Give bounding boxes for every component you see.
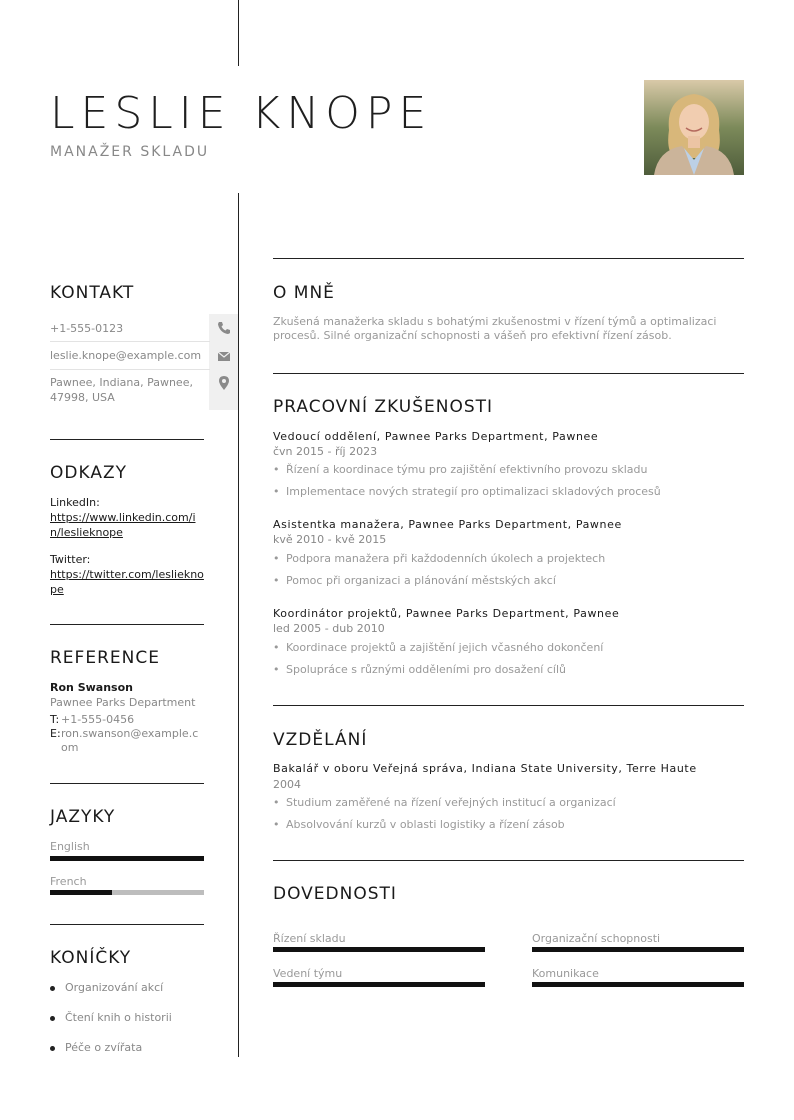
reference-name: Ron Swanson (50, 681, 133, 694)
section-divider (50, 624, 204, 625)
twitter-label: Twitter: (50, 553, 91, 566)
reference-phone-label: T: (50, 713, 60, 726)
hobby-item (50, 981, 163, 994)
education-section-title: VZDĚLÁNÍ (273, 730, 368, 750)
job-entry-title: Asistentka manažera, Pawnee Parks Department, Pawnee (273, 518, 622, 531)
language-name: French (50, 875, 87, 888)
reference-phone-row (50, 713, 206, 727)
reference-email-label: E: (50, 727, 61, 740)
column-divider-line (238, 193, 239, 1057)
education-bullet: • Absolvování kurzů v oblasti logistiky a řízení zásob (273, 818, 565, 831)
bullet-dot (50, 986, 55, 991)
linkedin-label: LinkedIn: (50, 496, 100, 509)
experience-section-title: PRACOVNÍ ZKUŠENOSTI (273, 397, 494, 417)
languages-section-title: JAZYKY (50, 807, 116, 827)
hobby-item (50, 1011, 172, 1024)
contact-section-title: KONTAKT (50, 283, 135, 303)
language-level-bar (50, 890, 204, 895)
contact-separator (50, 341, 210, 342)
section-divider (273, 258, 744, 259)
about-text: Zkušená manažerka skladu s bohatými zkušenostmi v řízení týmů a optimalizaci procesů. Silné organizační schopnosti a vášeň pro efektivní řízení zásob. (273, 315, 717, 342)
twitter-link[interactable]: https://twitter.com/leslieknope (50, 568, 204, 596)
bullet-dot (50, 1016, 55, 1021)
phone-icon (216, 320, 232, 336)
job-entry-date: kvě 2010 - kvě 2015 (273, 533, 387, 546)
section-divider (50, 783, 204, 784)
envelope-icon (216, 348, 232, 364)
reference-phone: +1-555-0456 (61, 713, 135, 726)
education-degree: Bakalář v oboru Veřejná správa, Indiana State University, Terre Haute (273, 762, 697, 775)
skill-name: Organizační schopnosti (532, 932, 661, 945)
hobby-item (50, 1041, 142, 1054)
profile-photo (644, 80, 744, 175)
job-bullet: • Koordinace projektů a zajištění jejich včasného dokončení (273, 641, 604, 654)
contact-separator (50, 369, 210, 370)
skill-level-bar (273, 982, 485, 987)
job-entry-date: čvn 2015 - říj 2023 (273, 445, 378, 458)
skill-level-bar (532, 982, 744, 987)
top-divider-line (238, 0, 239, 66)
section-divider (273, 860, 744, 861)
section-divider (50, 439, 204, 440)
links-section-title: ODKAZY (50, 463, 127, 483)
reference-company: Pawnee Parks Department (50, 696, 196, 709)
hobby-label: Organizování akcí (65, 981, 164, 994)
education-bullet: • Studium zaměřené na řízení veřejných institucí a organizací (273, 796, 616, 809)
linkedin-link[interactable]: https://www.linkedin.com/in/leslieknope (50, 511, 196, 539)
skill-level-bar (273, 947, 485, 952)
language-name: English (50, 840, 90, 853)
skill-name: Komunikace (532, 967, 599, 980)
job-bullet: • Řízení a koordinace týmu pro zajištění efektivního provozu skladu (273, 463, 648, 476)
skill-name: Vedení týmu (273, 967, 343, 980)
skill-name: Řízení skladu (273, 932, 346, 945)
candidate-job-title: MANAŽER SKLADU (50, 144, 210, 160)
section-divider (50, 924, 204, 925)
hobbies-section-title: KONÍČKY (50, 948, 132, 968)
job-bullet: • Pomoc při organizaci a plánování městských akcí (273, 574, 556, 587)
contact-phone: +1-555-0123 (50, 322, 124, 335)
job-entry-title: Vedoucí oddělení, Pawnee Parks Department, Pawnee (273, 430, 599, 443)
skill-level-bar (532, 947, 744, 952)
language-level-fill (50, 890, 112, 895)
contact-email: leslie.knope@example.com (50, 349, 202, 362)
hobby-label: Čtení knih o historii (65, 1011, 172, 1024)
language-level-bar (50, 856, 204, 861)
job-entry-date: led 2005 - dub 2010 (273, 622, 385, 635)
map-pin-icon (216, 375, 232, 391)
contact-address: Pawnee, Indiana, Pawnee, 47998, USA (50, 376, 193, 404)
about-section-title: O MNĚ (273, 283, 335, 303)
reference-email-row (50, 727, 206, 755)
language-level-fill (50, 856, 204, 861)
job-bullet: • Spolupráce s různými odděleními pro dosažení cílů (273, 663, 566, 676)
education-year: 2004 (273, 778, 301, 791)
skills-section-title: DOVEDNOSTI (273, 884, 397, 904)
job-bullet: • Implementace nových strategií pro optimalizaci skladových procesů (273, 485, 661, 498)
references-section-title: REFERENCE (50, 648, 160, 668)
reference-email: ron.swanson@example.com (61, 727, 199, 754)
hobby-label: Péče o zvířata (65, 1041, 143, 1054)
section-divider (273, 705, 744, 706)
section-divider (273, 373, 744, 374)
job-entry-title: Koordinátor projektů, Pawnee Parks Department, Pawnee (273, 607, 620, 620)
candidate-name: LESLIE KNOPE (50, 88, 433, 139)
job-bullet: • Podpora manažera při každodenních úkolech a projektech (273, 552, 606, 565)
bullet-dot (50, 1046, 55, 1051)
